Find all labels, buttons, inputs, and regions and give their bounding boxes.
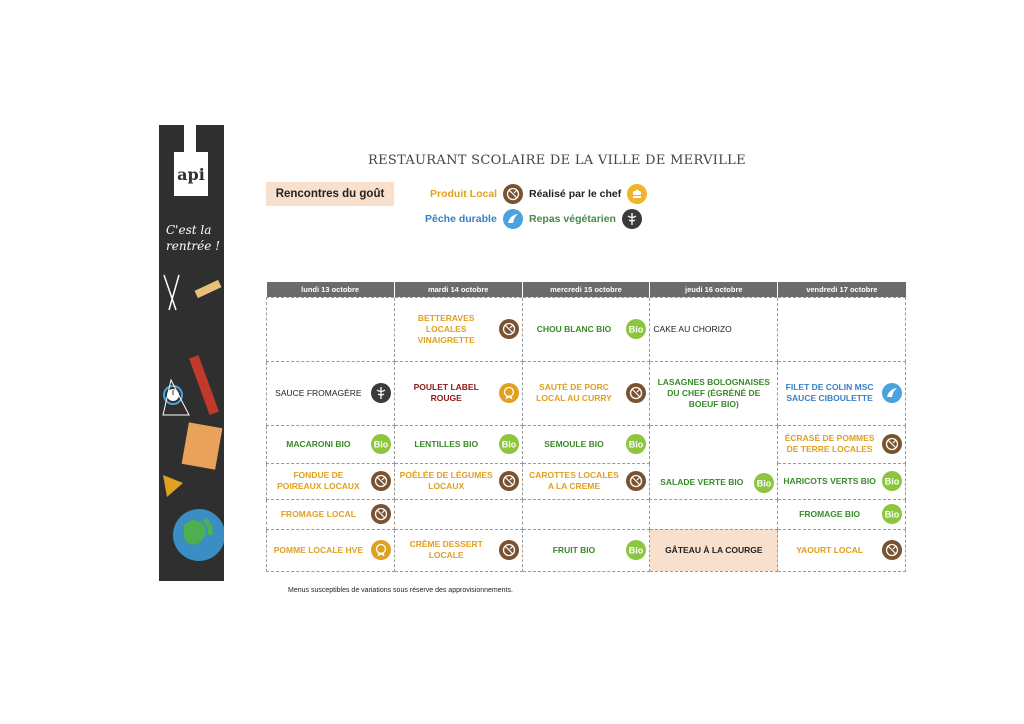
- menu-cell: [394, 425, 522, 463]
- dessert-row: [267, 529, 906, 571]
- svg-text:Bio: Bio: [884, 476, 900, 487]
- menu-cell: [394, 499, 522, 529]
- legend-local: [430, 184, 523, 204]
- local-product-icon: [882, 434, 902, 454]
- dish-name: FONDUE DE POIREAUX LOCAUX: [277, 470, 360, 491]
- side-row: [267, 425, 906, 463]
- dish-name: FILET DE COLIN MSC SAUCE CIBOULETTE: [785, 382, 874, 403]
- svg-text:Bio: Bio: [501, 439, 516, 450]
- svg-text:Bio: Bio: [884, 509, 900, 520]
- menu-cell-highlighted: [650, 529, 778, 571]
- local-product-icon: [503, 184, 523, 204]
- side-row-2: [267, 463, 906, 499]
- menu-cell: [522, 425, 650, 463]
- bio-label-icon: [499, 434, 519, 454]
- menu-cell: [267, 297, 395, 361]
- local-product-icon: [626, 383, 646, 403]
- dish-name: GÂTEAU À LA COURGE: [665, 544, 763, 555]
- menu-cell: [394, 297, 522, 361]
- menu-cell: [650, 297, 778, 361]
- cheese-row: [267, 499, 906, 529]
- menu-cell: [650, 499, 778, 529]
- banner-slogan: [166, 222, 226, 254]
- dish-name: FROMAGE LOCAL: [280, 508, 356, 519]
- chef-hat-icon: [627, 184, 647, 204]
- menu-cell: [522, 529, 650, 571]
- menu-cell: [267, 361, 395, 425]
- footnote: Menus susceptibles de variations sous réserve des approvisionnements.: [288, 587, 513, 594]
- svg-text:Bio: Bio: [629, 545, 644, 556]
- dish-name: YAOURT LOCAL: [796, 544, 863, 555]
- svg-text:Bio: Bio: [629, 439, 644, 450]
- dish-name: SALADE VERTE BIO: [660, 477, 744, 487]
- local-product-icon: [626, 471, 646, 491]
- dish-name: LASAGNES BOLOGNAISES DU CHEF (ÉGRÉNÉ DE BOEUF BIO): [657, 376, 770, 409]
- dish-name: SAUCE FROMAGÈRE: [275, 387, 362, 398]
- day-header: lundi 13 octobre: [267, 282, 395, 297]
- dish-name: CHOU BLANC BIO: [536, 323, 612, 334]
- dish-name: CAKE AU CHORIZO: [653, 323, 732, 334]
- svg-text:Bio: Bio: [756, 478, 772, 488]
- bio-label-icon: [626, 319, 646, 339]
- bio-label-icon: [371, 434, 391, 454]
- dish-name: SAUTÉ DE PORC LOCAL AU CURRY: [536, 382, 612, 403]
- main-row: [267, 361, 906, 425]
- api-logo: api: [174, 152, 208, 196]
- dish-name: MACARONI BIO: [286, 438, 351, 449]
- dish-name: FROMAGE BIO: [799, 508, 861, 519]
- dish-name: HARICOTS VERTS BIO: [783, 475, 876, 486]
- dish-name: POMME LOCALE HVE: [273, 544, 364, 555]
- menu-cell: [394, 463, 522, 499]
- menu-cell: [778, 499, 906, 529]
- slogan-line-2: rentrée !: [166, 239, 220, 253]
- legend-chef: [529, 184, 647, 204]
- hve-label-icon: [371, 540, 391, 560]
- local-product-icon: [371, 471, 391, 491]
- day-header-row: [267, 282, 906, 297]
- menu-cell: [522, 463, 650, 499]
- starter-row: [267, 297, 906, 361]
- svg-text:Bio: Bio: [629, 324, 644, 335]
- bio-label-icon: [882, 504, 902, 524]
- menu-cell: [267, 425, 395, 463]
- day-header: mardi 14 octobre: [394, 282, 522, 297]
- local-product-icon: [882, 540, 902, 560]
- menu-cell: [650, 361, 778, 425]
- dish-name: CRÈME DESSERT LOCALE: [409, 539, 483, 560]
- dish-name: SEMOULE BIO: [544, 438, 604, 449]
- menu-cell: [267, 463, 395, 499]
- dish-name: CAROTTES LOCALES A LA CREME: [529, 470, 619, 491]
- legend-veg: [529, 209, 642, 229]
- menu-cell: [522, 297, 650, 361]
- dish-name: POÊLÉE DE LÉGUMES LOCAUX: [399, 470, 493, 491]
- menu-cell: [522, 499, 650, 529]
- local-product-icon: [499, 540, 519, 560]
- sustainable-fish-icon: [503, 209, 523, 229]
- day-header: vendredi 17 octobre: [778, 282, 906, 297]
- local-product-icon: [499, 319, 519, 339]
- sustainable-fish-icon: [882, 383, 902, 403]
- event-tag: Rencontres du goût: [266, 182, 394, 206]
- day-header: mercredi 15 octobre: [522, 282, 650, 297]
- legend-veg-label: Repas végétarien: [529, 213, 616, 225]
- menu-cell: [778, 361, 906, 425]
- dish-name: POULET LABEL ROUGE: [413, 382, 479, 403]
- menu-cell: [778, 297, 906, 361]
- menu-cell: [267, 529, 395, 571]
- svg-text:Bio: Bio: [373, 439, 389, 450]
- menu-cell: [778, 529, 906, 571]
- bio-label-icon: [626, 540, 646, 560]
- dish-name: ÉCRASÉ DE POMMES DE TERRE LOCALES: [784, 433, 875, 454]
- menu-cell: [267, 499, 395, 529]
- day-header: jeudi 16 octobre: [650, 282, 778, 297]
- bio-label-icon: [626, 434, 646, 454]
- vegetarian-icon: [622, 209, 642, 229]
- menu-cell: [522, 361, 650, 425]
- local-product-icon: [499, 471, 519, 491]
- legend-fish-label: Pêche durable: [425, 213, 497, 225]
- menu-table: [266, 282, 906, 572]
- vegetarian-icon: [371, 383, 391, 403]
- slogan-line-1: C'est la: [166, 223, 212, 237]
- page-title: RESTAURANT SCOLAIRE DE LA VILLE DE MERVILLE: [368, 153, 746, 168]
- legend-local-label: Produit Local: [430, 188, 498, 200]
- legend-chef-label: Réalisé par le chef: [529, 188, 622, 200]
- label-rouge-icon: [499, 383, 519, 403]
- dish-name: FRUIT BIO: [552, 544, 596, 555]
- bio-label-icon: [882, 471, 902, 491]
- weekly-menu: [266, 282, 906, 572]
- menu-cell: [778, 463, 906, 499]
- menu-cell: [394, 529, 522, 571]
- dish-name: LENTILLES BIO: [414, 438, 479, 449]
- legend-fish: [425, 209, 523, 229]
- menu-cell: [394, 361, 522, 425]
- dish-name: BETTERAVES LOCALES VINAIGRETTE: [417, 312, 475, 345]
- local-product-icon: [371, 504, 391, 524]
- menu-cell: [778, 425, 906, 463]
- bio-label-icon: [754, 473, 774, 493]
- menu-cell: [650, 425, 778, 499]
